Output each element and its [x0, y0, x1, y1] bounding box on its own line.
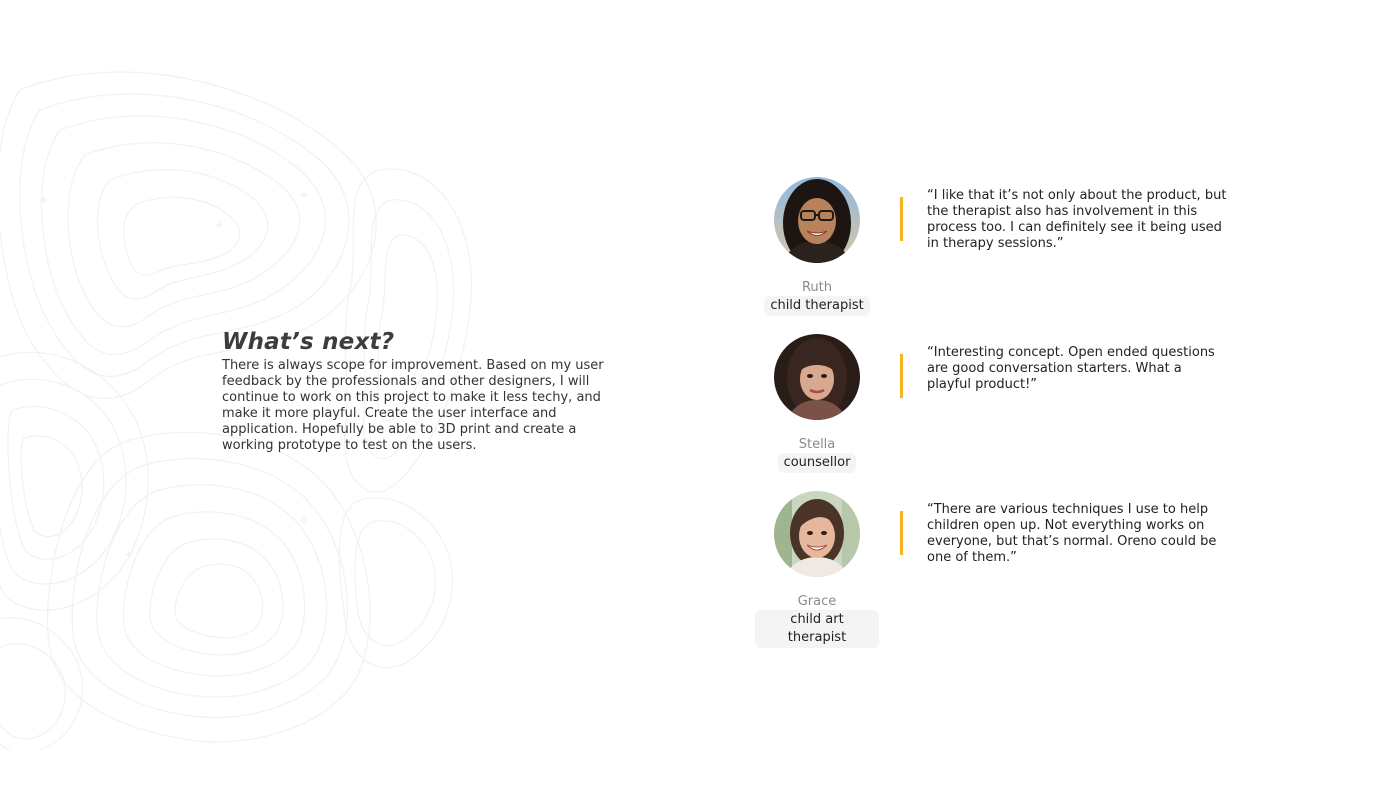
avatar-portrait — [774, 491, 860, 577]
person-role-tag: counsellor — [778, 453, 857, 473]
quote-accent-bar — [900, 511, 903, 555]
avatar — [774, 491, 860, 577]
person-role-wrapper — [755, 296, 879, 316]
person-role-tag: child therapist — [764, 296, 869, 316]
person-role-wrapper — [755, 610, 879, 648]
person-name: Stella — [798, 437, 836, 452]
testimonial-stella — [755, 334, 1235, 484]
avatar — [774, 177, 860, 263]
testimonial-ruth — [755, 177, 1235, 327]
whats-next-section — [222, 326, 622, 454]
quote-accent-bar — [900, 197, 903, 241]
person-role-tag: child art therapist — [755, 610, 879, 648]
section-body: There is always scope for improvement. Based on my user feedback by the professionals and other designers, I will continue to work on this project to make it less techy, and make it more playful. Create the user interface and application. Hopefully be able to 3D print and create a working prototype to test on the users. — [222, 358, 604, 453]
quote-text: “I like that it’s not only about the product, but the therapist also has involvement in this process too. I can definitely see it being used in therapy sessions.” — [927, 188, 1227, 251]
quote-text: “There are various techniques I use to help children open up. Not everything works on everyone, but that’s normal. Oreno could be one of them.” — [927, 502, 1217, 565]
quote-text: “Interesting concept. Open ended questions are good conversation starters. What a playful product!” — [927, 345, 1215, 392]
quote-accent-bar — [900, 354, 903, 398]
person-role-wrapper — [755, 453, 879, 473]
testimonial-grace — [755, 491, 1235, 645]
avatar — [774, 334, 860, 420]
person-name: Ruth — [801, 280, 833, 295]
section-title: What’s next? — [222, 329, 395, 355]
avatar-portrait — [774, 334, 860, 420]
avatar-portrait — [774, 177, 860, 263]
person-name: Grace — [797, 594, 837, 609]
